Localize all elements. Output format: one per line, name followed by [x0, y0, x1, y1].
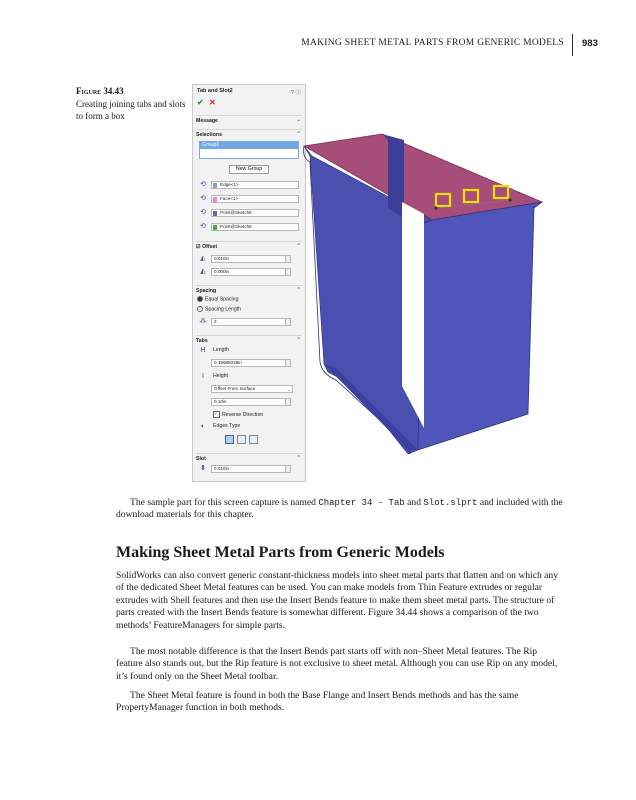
- instances-icon: ⁂: [199, 318, 207, 325]
- chevron-up-icon: ⌃: [296, 243, 301, 249]
- page-number: 983: [582, 38, 598, 49]
- offset-end-input[interactable]: 0.000in: [211, 268, 291, 276]
- spinner-icon[interactable]: [285, 269, 290, 275]
- selections-section-header[interactable]: [196, 129, 302, 138]
- offset-checkbox-icon[interactable]: ☑: [196, 244, 203, 250]
- spacing-label: Spacing: [196, 288, 217, 294]
- sharp-edge-type-button[interactable]: [225, 435, 234, 444]
- height-input[interactable]: 0.10in: [211, 398, 291, 406]
- paragraph-difference: The most notable difference is that the Insert Bends part starts off with non–Sheet Metal features. The Rip feature also stands out, but the Rip feature is not exclusive to sheet metal. Although you can use Rip on any model, it’s found only on the Sheet Metal toolbar.: [116, 646, 558, 682]
- tabs-label: Tabs: [196, 338, 208, 344]
- face-color-swatch: [213, 197, 217, 203]
- slot-length-input[interactable]: 0.010in: [211, 465, 291, 473]
- cancel-x-icon[interactable]: ✕: [209, 98, 216, 107]
- end-point-marker: [508, 198, 511, 201]
- height-icon: I: [202, 373, 204, 380]
- start-point-marker: [434, 206, 437, 209]
- selections-label: Selections: [196, 132, 222, 138]
- edges-type-icon: ◐: [200, 423, 206, 430]
- property-manager-panel: [192, 84, 306, 482]
- spinner-icon[interactable]: [285, 360, 290, 366]
- panel-title: Tab and Slot2: [197, 88, 233, 94]
- paragraph-convert: SolidWorks can also convert generic constant-thickness models into sheet metal parts that flatten and on which any of the dedicated Sheet Metal features can be used. You can make models from Thin Feature extrudes or regular extrudes with Shell features and then use the Insert Bends feature to make them sheet metal parts. The structure of parts created with the Insert Bends feature is somewhat different. Figure 34.44 shows a comparison of the two methods’ FeatureManagers for simple parts.: [116, 570, 559, 631]
- end-point-color-swatch: [213, 225, 217, 231]
- reverse-direction-checkbox[interactable]: ✓ Reverse Direction: [213, 411, 263, 418]
- sheet-metal-box-model: [296, 128, 556, 454]
- group-list[interactable]: [199, 141, 299, 159]
- slot-section-header[interactable]: [196, 453, 302, 462]
- edge-color-swatch: [213, 183, 217, 189]
- length-label: Length: [213, 347, 229, 353]
- group-list-item[interactable]: Group1: [200, 142, 298, 149]
- header-divider: [572, 34, 573, 56]
- figure-label: Figure 34.43: [76, 86, 124, 96]
- message-label: Message: [196, 118, 218, 124]
- selection-field-edge[interactable]: Edge<1>: [211, 181, 299, 189]
- selection-field-face[interactable]: Face<1>: [211, 195, 299, 203]
- filename-code-1: Chapter 34 - Tab: [318, 498, 405, 508]
- chevron-down-icon: ⌄: [296, 117, 301, 123]
- spacing-count-input[interactable]: 3: [211, 318, 291, 326]
- offset-section-header[interactable]: [196, 241, 302, 250]
- slot-length-icon: ⬍: [200, 465, 206, 472]
- running-header-title: MAKING SHEET METAL PARTS FROM GENERIC MODELS: [301, 38, 564, 48]
- face-selection-icon: ⟲: [200, 195, 206, 202]
- chamfer-edge-type-button[interactable]: [237, 435, 246, 444]
- filename-code-2: Slot.slprt: [423, 498, 478, 508]
- offset-end-icon: ◭: [200, 268, 206, 275]
- start-point-icon: ⟲: [200, 209, 206, 216]
- chevron-up-icon: ⌃: [296, 287, 301, 293]
- selection-field-end-point[interactable]: Point@Sketch6: [211, 223, 299, 231]
- help-icon[interactable]: ? ⓘ: [290, 90, 301, 96]
- edges-type-label: Edges Type: [213, 423, 241, 429]
- length-icon: H: [200, 347, 206, 354]
- paragraph-sheet-metal-feature: The Sheet Metal feature is found in both the Base Flange and Insert Bends methods and has the same PropertyManager function in both methods.: [116, 690, 519, 714]
- tabs-section-header[interactable]: [196, 335, 302, 344]
- right-wall: [418, 202, 542, 450]
- offset-label: Offset: [202, 244, 218, 250]
- spacing-section-header[interactable]: [196, 285, 302, 294]
- end-point-icon: ⟲: [200, 223, 206, 230]
- section-heading: Making Sheet Metal Parts from Generic Models: [116, 544, 445, 561]
- slot-label: Slot: [196, 456, 206, 462]
- fillet-edge-type-button[interactable]: [249, 435, 258, 444]
- chevron-down-icon: ⌄: [287, 387, 291, 392]
- length-input[interactable]: 0.19685039in: [211, 359, 291, 367]
- spacing-length-radio[interactable]: Spacing Length: [197, 306, 241, 312]
- chevron-up-icon: ⌃: [296, 455, 301, 461]
- figure-caption: Creating joining tabs and slots to form a box: [76, 99, 186, 121]
- edge-selection-icon: ⟲: [200, 181, 206, 188]
- start-point-color-swatch: [213, 211, 217, 217]
- spinner-icon[interactable]: [285, 319, 290, 325]
- spinner-icon[interactable]: [285, 399, 290, 405]
- spinner-icon[interactable]: [285, 256, 290, 262]
- selection-field-start-point[interactable]: Point@Sketch6: [211, 209, 299, 217]
- new-group-button[interactable]: New Group: [229, 165, 269, 174]
- ok-check-icon[interactable]: ✔: [197, 98, 204, 107]
- paragraph-sample-part: The sample part for this screen capture is named Chapter 34 - Tab and Slot.slprt and included with the download materials for this chapter.: [116, 497, 563, 521]
- chevron-up-icon: ⌃: [296, 131, 301, 137]
- equal-spacing-radio[interactable]: Equal Spacing: [197, 296, 238, 302]
- height-mode-select[interactable]: Offset From Surface ⌄: [211, 385, 293, 393]
- offset-start-input[interactable]: 0.010in: [211, 255, 291, 263]
- message-section-header[interactable]: [196, 115, 302, 124]
- offset-start-icon: ◭: [200, 255, 206, 262]
- spinner-icon[interactable]: [285, 466, 290, 472]
- height-label: Height: [213, 373, 228, 379]
- chevron-up-icon: ⌃: [296, 337, 301, 343]
